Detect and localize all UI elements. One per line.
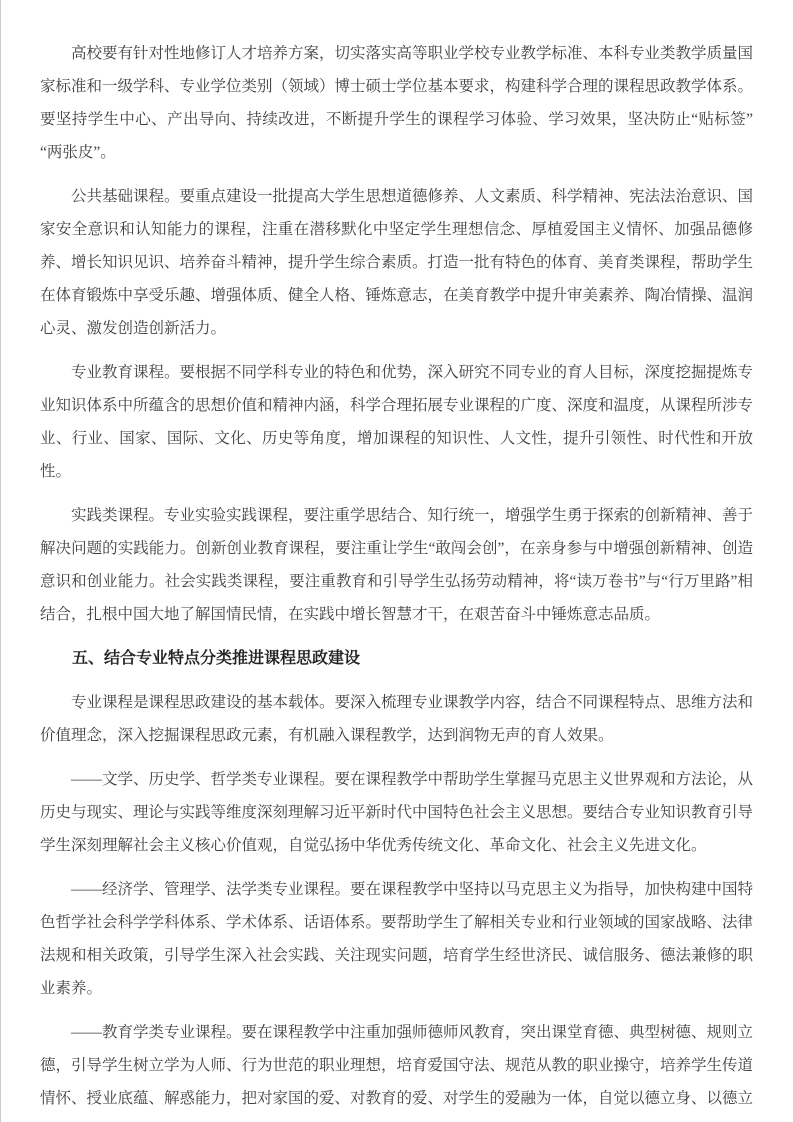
paragraph-talent-plan: 高校要有针对性地修订人才培养方案，切实落实高等职业学校专业教学标准、本科专业类教学质量国家标准和一级学科、专业学位类别（领域）博士硕士学位基本要求，构建科学合理的课程思政教学体系。要坚持学生中心、产出导向、持续改进，不断提升学生的课程学习体验、学习效果，坚决防止“贴标签”“两张皮”。 bbox=[40, 45, 754, 161]
paragraph-professional-courses-carrier: 专业课程是课程思政建设的基本载体。要深入梳理专业课教学内容，结合不同课程特点、思维方法和价值理念，深入挖掘课程思政元素，有机融入课程教学，达到润物无声的育人效果。 bbox=[40, 694, 754, 744]
paragraph-practice-courses: 实践类课程。专业实验实践课程，要注重学思结合、知行统一，增强学生勇于探索的创新精神、善于解决问题的实践能力。创新创业教育课程，要注重让学生“敢闯会创”，在亲身参与中增强创新精神、创造意识和创业能力。社会实践类课程，要注重教育和引导学生弘扬劳动精神，将“读万卷书”与“行万里路”相结合，扎根中国大地了解国情民情，在实践中增长智慧才干，在艰苦奋斗中锤炼意志品质。 bbox=[40, 507, 754, 623]
section-heading: 五、结合专业特点分类推进课程思政建设 bbox=[72, 650, 361, 667]
paragraph-literature-history-philosophy: ——文学、历史学、哲学类专业课程。要在课程教学中帮助学生掌握马克思主义世界观和方法论，从历史与现实、理论与实践等维度深刻理解习近平新时代中国特色社会主义思想。要结合专业知识教育引导学生深刻理解社会主义核心价值观，自觉弘扬中华优秀传统文化、革命文化、社会主义先进文化。 bbox=[40, 771, 754, 854]
paragraph-education-major-courses: ——教育学类专业课程。要在课程教学中注重加强师德师风教育，突出课堂育德、典型树德、规则立德，引导学生树立学为人师、行为世范的职业理想，培育爱国守法、规范从教的职业操守，培养学生传道情怀、授业底蕴、解惑能力，把对家国的爱、对教育的爱、对学生的爱融为一体，自觉以德立身、以德立 bbox=[40, 1024, 754, 1107]
paragraph-public-basic-courses: 公共基础课程。要重点建设一批提高大学生思想道德修养、人文素质、科学精神、宪法法治意识、国家安全意识和认知能力的课程，注重在潜移默化中坚定学生理想信念、厚植爱国主义情怀、加强品德修养、增长知识见识、培养奋斗精神，提升学生综合素质。打造一批有特色的体育、美育类课程，帮助学生在体育锻炼中享受乐趣、增强体质、健全人格、锤炼意志，在美育教学中提升审美素养、陶冶情操、温润心灵、激发创造创新活力。 bbox=[40, 188, 754, 337]
paragraph-economics-management-law: ——经济学、管理学、法学类专业课程。要在课程教学中坚持以马克思主义为指导，加快构建中国特色哲学社会科学学科体系、学术体系、话语体系。要帮助学生了解相关专业和行业领域的国家战略、法律法规和相关政策，引导学生深入社会实践、关注现实问题，培育学生经世济民、诚信服务、德法兼修的职业素养。 bbox=[40, 881, 754, 997]
paragraph-professional-education-courses: 专业教育课程。要根据不同学科专业的特色和优势，深入研究不同专业的育人目标，深度挖掘提炼专业知识体系中所蕴含的思想价值和精神内涵，科学合理拓展专业课程的广度、深度和温度，从课程所涉专业、行业、国家、国际、文化、历史等角度，增加课程的知识性、人文性，提升引领性、时代性和开放性。 bbox=[40, 364, 754, 480]
